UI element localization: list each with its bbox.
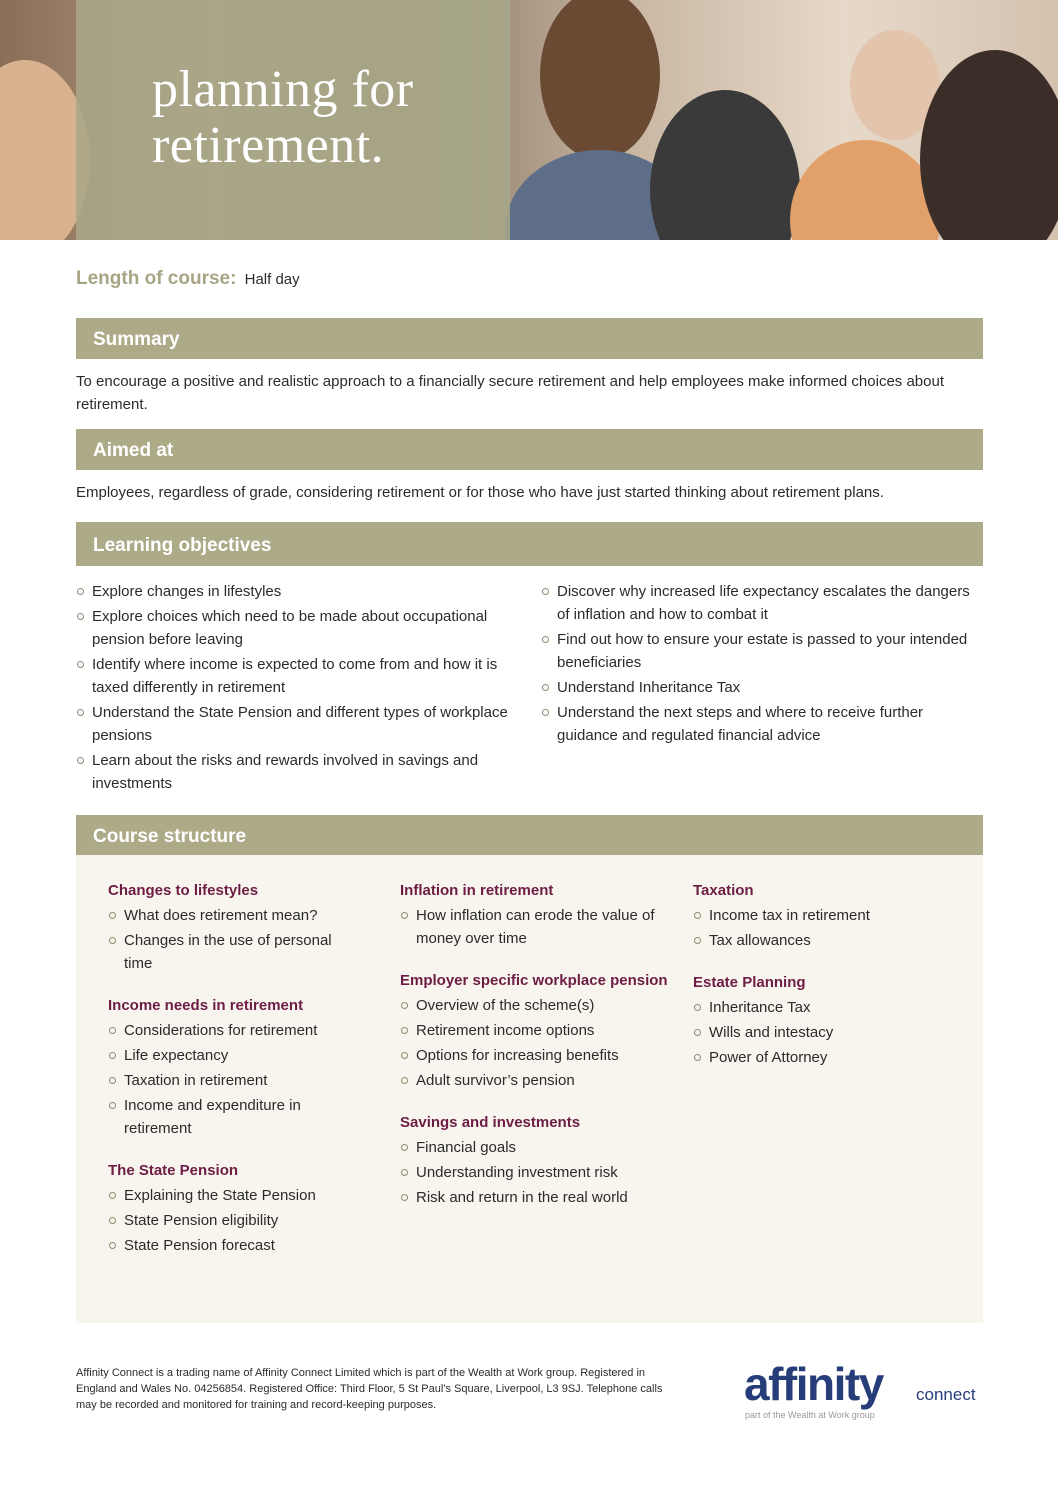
- logo-wordmark: affinity: [744, 1358, 883, 1410]
- structure-group-title: Inflation in retirement: [400, 882, 554, 899]
- structure-group-title: Savings and investments: [400, 1114, 581, 1131]
- structure-column-2: [400, 880, 670, 1229]
- list-item: Explore choices which need to be made about occupational pension before leaving: [76, 605, 516, 651]
- list-item: What does retirement mean?: [108, 904, 363, 927]
- list-item: Retirement income options: [400, 1019, 670, 1042]
- aimed-at-heading: Aimed at: [93, 440, 174, 461]
- structure-group-title: Employer specific workplace pension: [400, 972, 668, 989]
- summary-heading: Summary: [93, 329, 180, 350]
- structure-group-list: [400, 904, 670, 950]
- objectives-left-column: [76, 580, 516, 797]
- structure-group-title: Income needs in retirement: [108, 997, 304, 1014]
- list-item: Options for increasing benefits: [400, 1044, 670, 1067]
- logo-sub: connect: [916, 1385, 976, 1404]
- structure-group-title: Estate Planning: [693, 974, 806, 991]
- list-item: Overview of the scheme(s): [400, 994, 670, 1017]
- structure-group-list: [693, 996, 953, 1069]
- list-item: Understand the State Pension and different types of workplace pensions: [76, 701, 516, 747]
- structure-group: [693, 972, 953, 1069]
- affinity-connect-logo: [744, 1358, 984, 1423]
- structure-group: [400, 880, 670, 950]
- hero-photo-shape: [540, 0, 660, 160]
- list-item: Discover why increased life expectancy escalates the dangers of inflation and how to combat it: [541, 580, 983, 626]
- list-item: Explore changes in lifestyles: [76, 580, 516, 603]
- list-item: State Pension forecast: [108, 1234, 363, 1257]
- summary-text: To encourage a positive and realistic approach to a financially secure retirement and help employees make informed choices about retirement.: [76, 373, 944, 413]
- list-item: Find out how to ensure your estate is passed to your intended beneficiaries: [541, 628, 983, 674]
- hero-photo-shape: [650, 90, 800, 240]
- structure-group-list: [108, 1184, 363, 1257]
- course-length-value: Half day: [244, 271, 300, 288]
- structure-group-list: [108, 904, 363, 975]
- structure-column-3: [693, 880, 953, 1089]
- list-item: Understand the next steps and where to receive further guidance and regulated financial advice: [541, 701, 983, 747]
- list-item: Understand Inheritance Tax: [541, 676, 983, 699]
- legal-footer: Affinity Connect is a trading name of Affinity Connect Limited which is part of the Wealth at Work group. Registered in England and Wales No. 04256854. Registered Office: Third Floor, 5 St Paul’s Square, Liverpool, L3 9SJ. Telephone calls may be recorded and monitored for training and record-keeping purposes.: [76, 1367, 663, 1411]
- list-item: Income tax in retirement: [693, 904, 953, 927]
- structure-group-list: [108, 1019, 363, 1140]
- list-item: Wills and intestacy: [693, 1021, 953, 1044]
- list-item: Explaining the State Pension: [108, 1184, 363, 1207]
- list-item: Financial goals: [400, 1136, 670, 1159]
- objectives-heading: Learning objectives: [93, 535, 272, 556]
- aimed-at-text: Employees, regardless of grade, considering retirement or for those who have just started thinking about retirement plans.: [76, 484, 884, 501]
- hero-banner: [0, 0, 1058, 240]
- summary-heading-bar: [76, 318, 983, 359]
- list-item: Income and expenditure in retirement: [108, 1094, 363, 1140]
- list-item: Risk and return in the real world: [400, 1186, 670, 1209]
- structure-group: [108, 995, 363, 1140]
- structure-group: [108, 880, 363, 975]
- list-item: How inflation can erode the value of money over time: [400, 904, 670, 950]
- structure-group-list: [693, 904, 953, 952]
- structure-group: [108, 1160, 363, 1257]
- aimed-at-heading-bar: [76, 429, 983, 470]
- page-title: [152, 62, 414, 174]
- list-item: Adult survivor’s pension: [400, 1069, 670, 1092]
- hero-photo-shape: [790, 140, 940, 240]
- structure-group-title: Changes to lifestyles: [108, 882, 259, 899]
- course-length-label: Length of course:: [76, 268, 237, 289]
- list-item: Learn about the risks and rewards involved in savings and investments: [76, 749, 516, 795]
- list-item: Tax allowances: [693, 929, 953, 952]
- list-item: State Pension eligibility: [108, 1209, 363, 1232]
- title-line: planning for: [152, 61, 414, 118]
- objectives-right-column: [541, 580, 983, 749]
- hero-photo-shape: [920, 50, 1058, 240]
- list-item: Taxation in retirement: [108, 1069, 363, 1092]
- structure-heading-bar: [76, 815, 983, 856]
- structure-group: [400, 970, 670, 1092]
- list-item: Life expectancy: [108, 1044, 363, 1067]
- structure-group-list: [400, 994, 670, 1092]
- objectives-left-list: [76, 580, 516, 795]
- structure-group-list: [400, 1136, 670, 1209]
- structure-group-title: Taxation: [693, 882, 754, 899]
- structure-group-title: The State Pension: [108, 1162, 239, 1179]
- objectives-heading-bar: [76, 522, 983, 566]
- list-item: Identify where income is expected to come from and how it is taxed differently in retirement: [76, 653, 516, 699]
- list-item: Changes in the use of personal time: [108, 929, 363, 975]
- structure-heading: Course structure: [93, 826, 247, 847]
- structure-group: [400, 1112, 670, 1209]
- list-item: Power of Attorney: [693, 1046, 953, 1069]
- list-item: Considerations for retirement: [108, 1019, 363, 1042]
- structure-column-1: [108, 880, 363, 1277]
- logo-tagline: part of the Wealth at Work group: [745, 1410, 875, 1420]
- objectives-right-list: [541, 580, 983, 747]
- list-item: Inheritance Tax: [693, 996, 953, 1019]
- course-length: [76, 268, 300, 290]
- title-line: retirement.: [152, 117, 385, 174]
- structure-group: [693, 880, 953, 952]
- list-item: Understanding investment risk: [400, 1161, 670, 1184]
